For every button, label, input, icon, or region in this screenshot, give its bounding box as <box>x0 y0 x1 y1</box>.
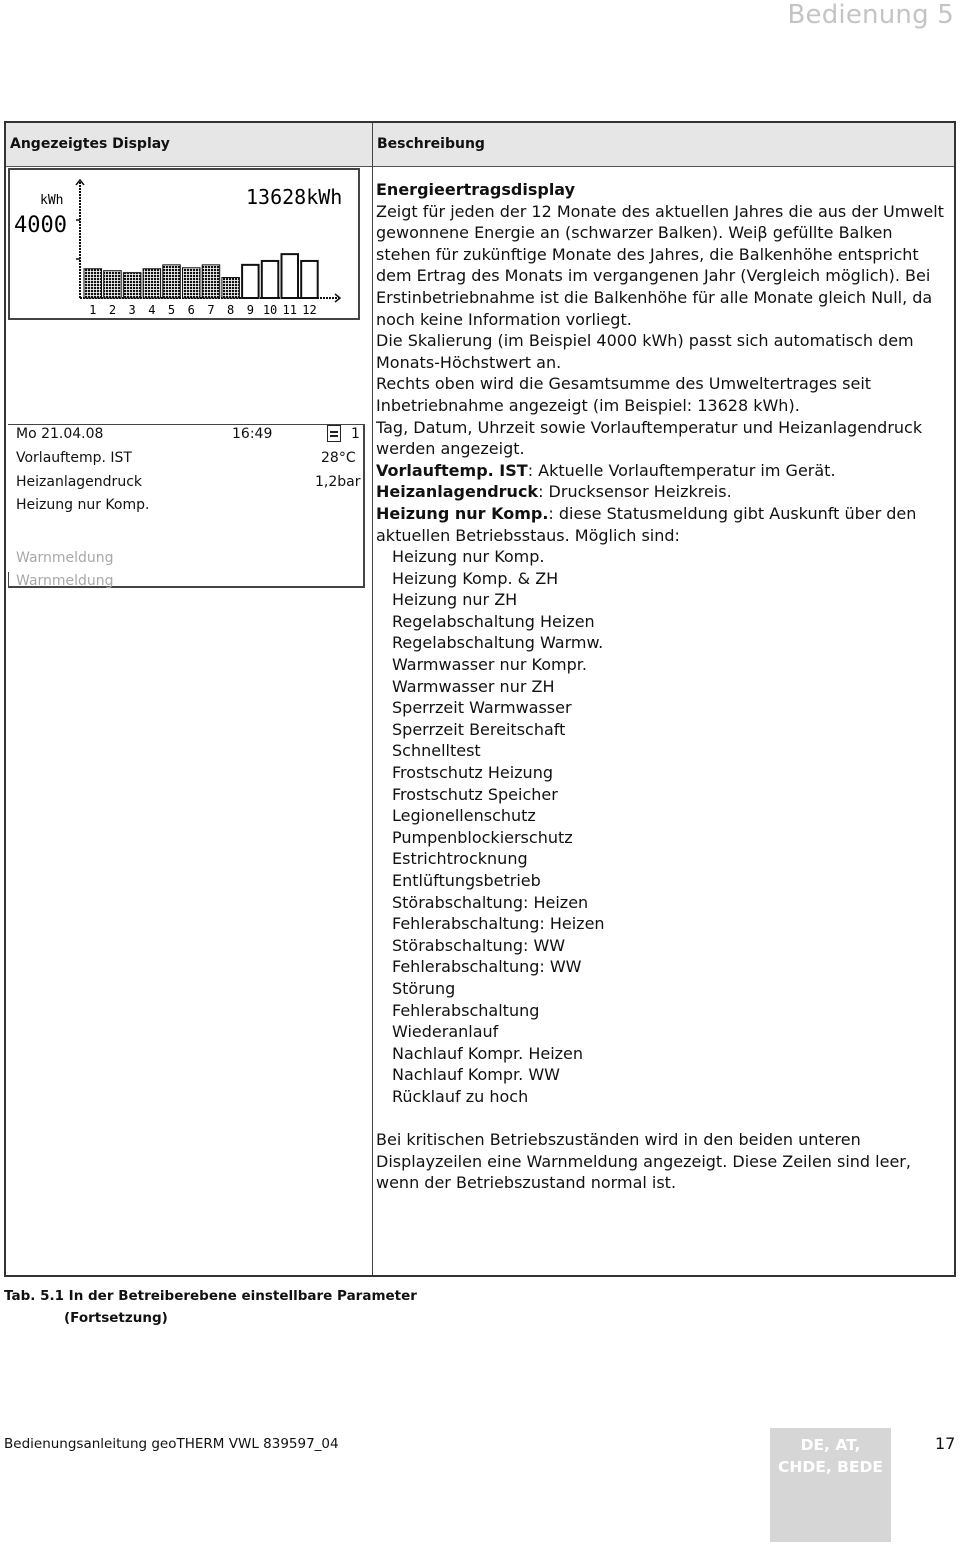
energy-bar-previous <box>242 265 259 298</box>
status-list-item: Frostschutz Heizung <box>392 763 553 783</box>
energy-bar-previous <box>262 261 279 298</box>
energy-bar-current <box>123 273 140 298</box>
status-time: 16:49 <box>232 426 273 442</box>
energy-bar-previous <box>282 254 299 298</box>
status-list-item: Fehlerabschaltung: WW <box>392 957 582 977</box>
status-list <box>376 546 948 1107</box>
druck-definition: : Drucksensor Heizkreis. <box>538 482 732 502</box>
description-column <box>376 179 948 1194</box>
status-display-left-tick <box>8 572 9 588</box>
scaling-text: Die Skalierung (im Beispiel 4000 kWh) passt sich automatisch dem Monats-Höchstwert an. <box>376 331 914 372</box>
energy-scale-label: 4000 <box>14 213 67 238</box>
menu-icon <box>327 425 341 442</box>
month-tick-label: 2 <box>108 303 117 317</box>
month-tick-label: 5 <box>167 303 176 317</box>
status-list-item: Wiederanlauf <box>392 1022 499 1042</box>
status-level: 1 <box>351 426 360 442</box>
status-list-item: Frostschutz Speicher <box>392 784 558 804</box>
status-warning-1: Warnmeldung <box>16 550 114 566</box>
page-header-title: Bedienung 5 <box>787 0 954 30</box>
status-list-item: Pumpenblockierschutz <box>392 827 573 847</box>
caption-line-1: Tab. 5.1 In der Betreiberebene einstellbare Parameter <box>4 1288 417 1304</box>
table-column-divider <box>372 123 373 1275</box>
status-date: Mo 21.04.08 <box>16 426 104 442</box>
total-text: Rechts oben wird die Gesamtsumme des Umweltertrages seit Inbetriebnahme angezeigt (im Beispiel: 13628 kWh). <box>376 374 872 415</box>
month-tick-label: 1 <box>89 303 97 317</box>
status-intro-text: Tag, Datum, Uhrzeit sowie Vorlauftemperatur und Heizanlagendruck werden angezeigt. <box>376 417 923 459</box>
status-vorlauf-value: 28°C <box>321 450 356 466</box>
month-tick-label: 11 <box>282 303 297 317</box>
energy-bar-current <box>163 265 181 298</box>
vorlauf-description <box>376 460 948 482</box>
table-header-display: Angezeigtes Display <box>10 136 170 152</box>
month-tick-label: 8 <box>227 303 235 317</box>
country-badge <box>770 1428 891 1542</box>
energy-bar-current <box>84 269 102 298</box>
energy-bar-current <box>183 268 201 298</box>
vorlauf-definition: : Aktuelle Vorlauftemperatur im Gerät. <box>527 460 836 480</box>
status-list-item: Sperrzeit Warmwasser <box>392 698 572 718</box>
status-list-item: Estrichtrocknung <box>392 849 528 869</box>
status-list-item: Regelabschaltung Warmw. <box>392 633 604 653</box>
month-tick-label: 10 <box>262 303 278 317</box>
druck-description <box>376 481 948 503</box>
status-mode: Heizung nur Komp. <box>16 497 150 513</box>
caption-line-2: (Fortsetzung) <box>64 1310 168 1326</box>
energy-bar-previous <box>301 261 318 298</box>
status-list-item: Warmwasser nur Kompr. <box>392 655 587 675</box>
status-list-item: Legionellenschutz <box>392 806 536 826</box>
energy-bar-current <box>202 265 220 298</box>
status-list-item: Nachlauf Kompr. Heizen <box>392 1043 584 1063</box>
month-tick-label: 3 <box>128 303 136 317</box>
status-list-item: Heizung nur ZH <box>392 590 518 610</box>
spacer <box>376 1108 948 1130</box>
status-list-item: Störung <box>392 978 456 998</box>
status-list-item: Entlüftungsbetrieb <box>392 871 541 890</box>
energy-total-label: 13628kWh <box>246 185 343 209</box>
month-tick-label: 12 <box>302 303 317 317</box>
month-tick-label: 6 <box>187 303 195 317</box>
energy-display-title: Energieertragsdisplay <box>376 180 576 199</box>
status-list-item: Störabschaltung: WW <box>392 935 566 955</box>
month-tick-label: 7 <box>207 303 215 317</box>
vorlauf-term: Vorlauftemp. IST <box>376 460 528 480</box>
energy-yield-display <box>8 168 360 320</box>
status-list-item: Heizung Komp. & ZH <box>392 568 559 588</box>
status-list-item: Warmwasser nur ZH <box>392 676 555 696</box>
table-caption <box>4 1285 417 1329</box>
energy-bar-current <box>104 271 122 298</box>
energy-month-ticks <box>89 303 317 317</box>
page-number: 17 <box>935 1434 956 1453</box>
heizung-definition: : diese Statusmeldung gibt Auskunft über den aktuellen Betriebsstaus. Möglich sind: <box>376 503 917 545</box>
status-vorlauf-label: Vorlauftemp. IST <box>16 450 132 466</box>
heizung-description <box>376 503 948 546</box>
status-list-item: Heizung nur Komp. <box>392 547 545 567</box>
table-header-row <box>6 123 954 167</box>
status-list-item: Fehlerabschaltung: Heizen <box>392 914 605 934</box>
footer-document-title: Bedienungsanleitung geoTHERM VWL 839597_04 <box>4 1436 339 1452</box>
energy-unit-label: kWh <box>40 193 64 208</box>
status-list-item: Störabschaltung: Heizen <box>392 892 589 912</box>
country-badge-line-1: DE, AT, <box>800 1436 861 1454</box>
druck-term: Heizanlagendruck <box>376 482 539 502</box>
energy-display-text: Zeigt für jeden der 12 Monate des aktuellen Jahres die aus der Umwelt gewonnene Energie an (schwarzer Balken). Weiβ gefüllte Balken stehen für zukünftige Monate des Jahres, die Balkenhöhe entspricht dem Ertrag des Monats im vergangenen Jahr (Vergleich möglich). Bei Erstinbetriebnahme ist die Balkenhöhe für alle Monate gleich Null, da noch keine Information vorliegt. <box>376 201 944 329</box>
status-druck-value: 1,2bar <box>315 474 361 490</box>
month-tick-label: 9 <box>246 303 254 317</box>
table-header-description: Beschreibung <box>377 136 485 152</box>
status-druck-label: Heizanlagendruck <box>16 474 142 490</box>
warning-description: Bei kritischen Betriebszuständen wird in den beiden unteren Displayzeilen eine Warnmeldung angezeigt. Diese Zeilen sind leer, wenn der Betriebszustand normal ist. <box>376 1130 911 1193</box>
status-list-item: Rücklauf zu hoch <box>392 1086 529 1106</box>
energy-chart <box>10 170 358 318</box>
energy-bar-current <box>143 269 161 298</box>
status-list-item: Regelabschaltung Heizen <box>392 611 595 631</box>
status-list-item: Nachlauf Kompr. WW <box>392 1065 560 1085</box>
energy-bar-current <box>222 278 240 298</box>
month-tick-label: 4 <box>148 303 156 317</box>
heizung-term: Heizung nur Komp. <box>376 503 549 523</box>
status-list-item: Schnelltest <box>392 741 481 761</box>
energy-bars <box>84 254 318 298</box>
country-badge-line-2: CHDE, BEDE <box>778 1458 883 1476</box>
status-list-item: Sperrzeit Bereitschaft <box>392 719 566 739</box>
status-list-item: Fehlerabschaltung <box>392 1000 540 1020</box>
status-warning-2: Warnmeldung <box>16 573 114 589</box>
